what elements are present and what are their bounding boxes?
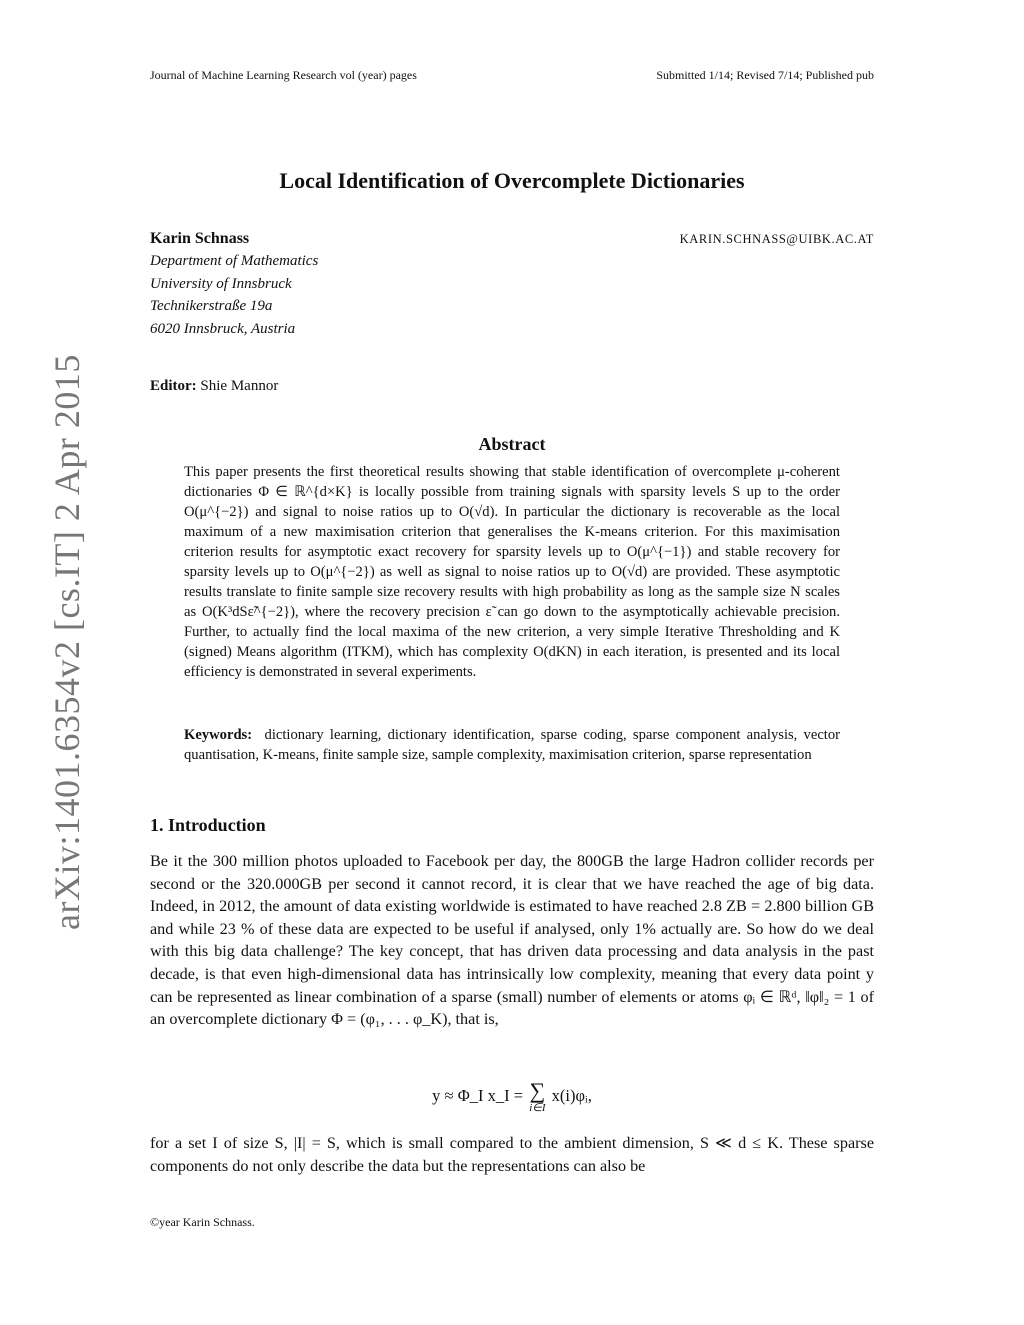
affiliation-line: Department of Mathematics — [150, 253, 319, 269]
section-heading: 1. Introduction — [150, 815, 266, 835]
author-email: KARIN.SCHNASS@UIBK.AC.AT — [679, 232, 874, 246]
summation — [529, 1080, 545, 1114]
editor-line — [150, 378, 278, 395]
journal-header: Journal of Machine Learning Research vol (year) pages — [150, 68, 417, 82]
affiliation-line: University of Innsbruck — [150, 275, 292, 292]
equation-right: x(i)φᵢ, — [551, 1085, 592, 1105]
keywords-list: dictionary learning, dictionary identification, sparse coding, sparse component analysis, vector quantisation, K-means, finite sample size, sample complexity, maximisation criterion, sparse representation — [184, 727, 841, 763]
editor-label: Editor: — [150, 378, 197, 394]
copyright-footnote: ©year Karin Schnass. — [150, 1215, 255, 1229]
abstract-text: This paper presents the first theoretical results showing that stable identification of overcomplete μ-coherent dictionaries Φ ∈ ℝ^{d×K} is locally possible from training signals with sparsity levels S up to the order O(μ^{−2}) and signal to noise ratios up to O(√d). In particular the dictionary is recoverable as the local maximum of a new maximisation criterion that generalises the K-means criterion. For this maximisation criterion results for asymptotic exact recovery for sparsity levels up to O(μ^{−1}) and stable recovery for sparsity levels up to O(μ^{−2}) as well as signal to noise ratios up to O(√d) are provided. These asymptotic results translate to finite sample size recovery results with high probability as long as the sample size N scales as O(K³dSε̃^{−2}), where the recovery precision ε̃ can go down to the asymptotically achievable precision. Further, to actually find the local maxima of the new criterion, a very simple Iterative Thresholding and K (signed) Means algorithm (ITKM), which has complexity O(dKN) in each iteration, is presented and its local efficiency is demonstrated in several experiments. — [184, 464, 840, 680]
paper-title: Local Identification of Overcomplete Dictionaries — [279, 168, 745, 193]
keywords-label: Keywords: — [184, 727, 253, 743]
sum-symbol: ∑ — [529, 1078, 546, 1103]
display-equation — [0, 1080, 1024, 1114]
sum-index: i∈I — [529, 1102, 546, 1114]
abstract-heading: Abstract — [478, 434, 546, 454]
intro-paragraph: Be it the 300 million photos uploaded to Facebook per day, the 800GB the large Hadron collider records per second or the 320.000GB per second it cannot record, it is clear that we have reached the age of big data. Indeed, in 2012, the amount of data existing worldwide is estimated to have reached 2.8 ZB = 2.800 billion GB and while 23 % of these data are expected to be useful if analysed, only 1% actually are. So how do we deal with this big data challenge? The key concept, that has driven data processing and data analysis in the past decade, is that even high-dimensional data has intrinsically low complexity, meaning that every data point y can be represented as linear combination of a sparse (small) number of elements or atoms φᵢ ∈ ℝᵈ, ‖φ‖₂ = 1 of an overcomplete dictionary Φ = (φ₁, . . . φ_K), that is, — [150, 852, 874, 1029]
arxiv-stamp: arXiv:1401.6354v2 [cs.IT] 2 Apr 2015 — [47, 354, 87, 930]
affiliation-line: 6020 Innsbruck, Austria — [150, 320, 296, 337]
intro-paragraph-continued: for a set I of size S, |I| = S, which is small compared to the ambient dimension, S ≪ d ≤ K. These sparse components do not only describe the data but the representations can also be — [150, 1134, 874, 1175]
author-name: Karin Schnass — [150, 230, 250, 247]
submission-header: Submitted 1/14; Revised 7/14; Published pub — [656, 68, 874, 82]
keywords — [184, 725, 840, 765]
author-block — [150, 228, 318, 340]
affiliation-line: Technikerstraße 19a — [150, 298, 273, 314]
editor-name: Shie Mannor — [200, 378, 279, 394]
equation-left: y ≈ Φ_I x_I = — [432, 1085, 524, 1105]
